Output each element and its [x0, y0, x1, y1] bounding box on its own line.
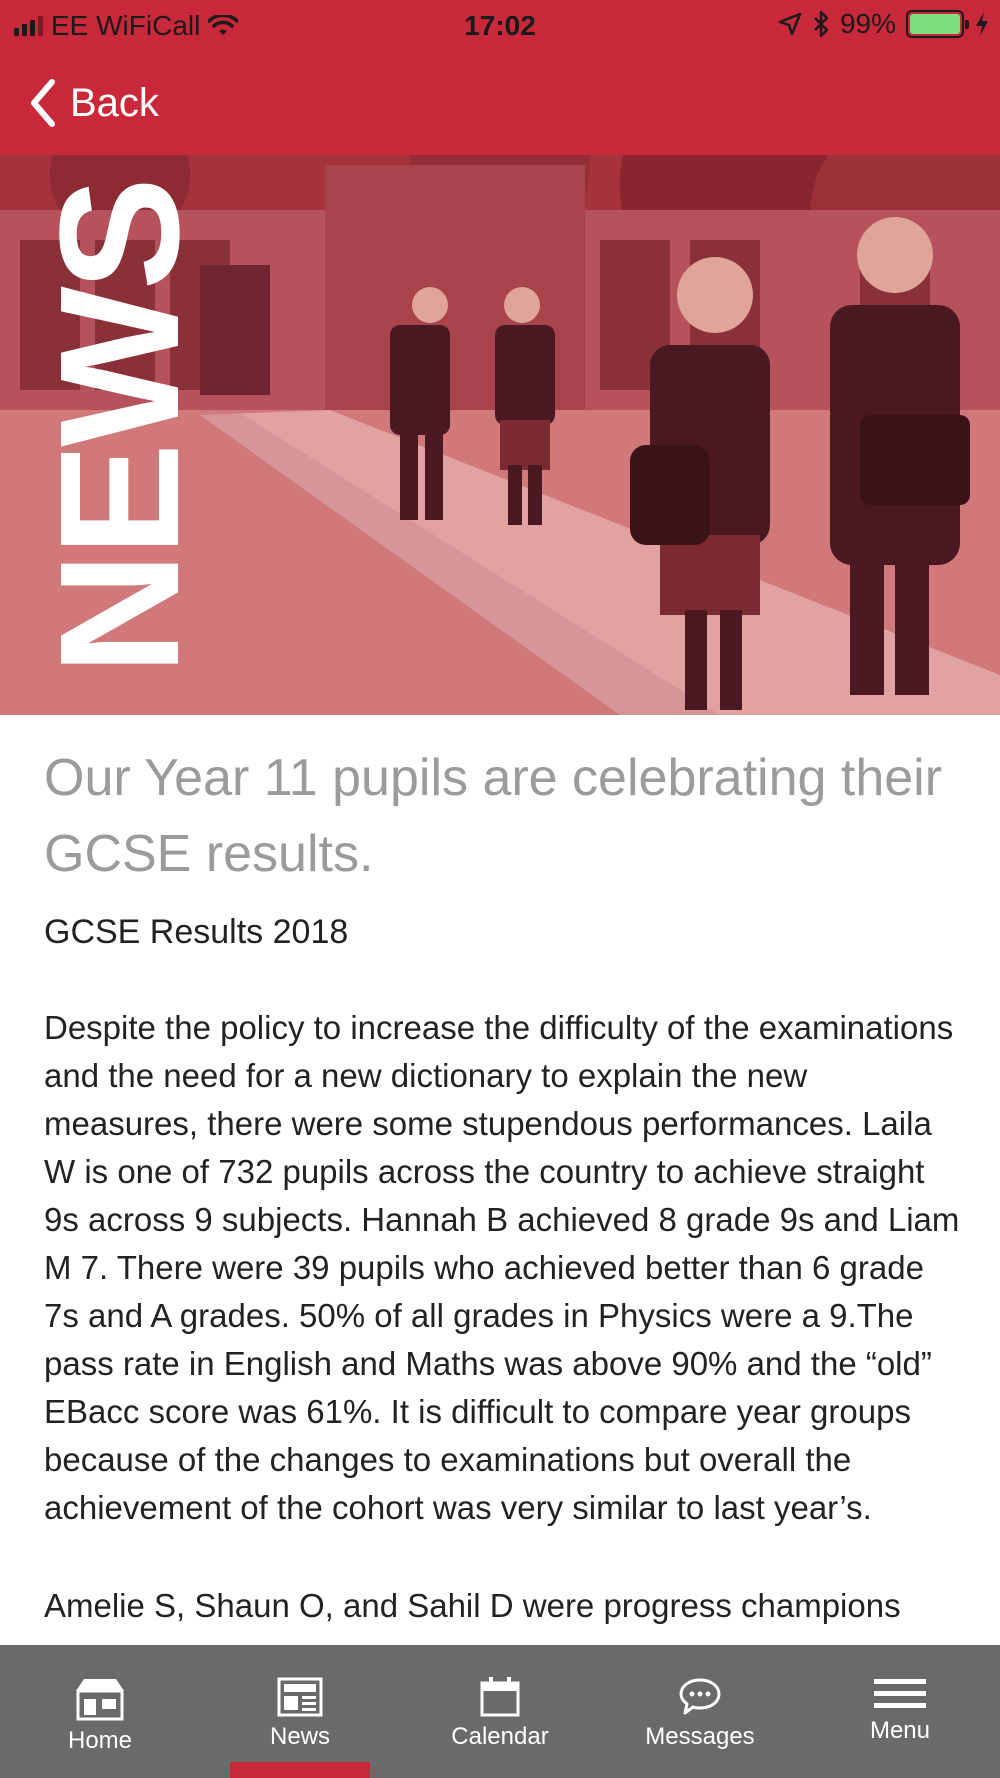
battery-icon [906, 10, 964, 38]
article-subtitle: GCSE Results 2018 [44, 913, 349, 951]
tab-messages[interactable] [600, 1645, 800, 1778]
tab-home[interactable] [0, 1645, 200, 1778]
news-icon [277, 1677, 323, 1717]
bluetooth-icon [812, 10, 830, 38]
tab-label: Home [67, 1727, 133, 1754]
location-icon [778, 12, 802, 36]
battery-fill [910, 14, 960, 34]
article-body: Despite the policy to increase the difficulty of the examinations and the need for a new dictionary to explain the new measures, there were some stupendous performances. Laila W is one of 732 pupils across the country to achieve straight 9s across 9 subjects. Hannah B achieved 8 grade 9s and Liam M 7. There were 39 pupils who achieved better than 6 grade 7s and A grades. 50% of all grades in Physics were a 9.The pass rate in English and Maths was above 90% and the “old” EBacc score was 61%. It is difficult to compare year groups because of the changes to examinations but overall the achievement of the cohort was very similar to last year’s. [44, 1009, 960, 1526]
tab-bar [0, 1645, 1000, 1778]
tab-calendar[interactable] [400, 1645, 600, 1778]
back-button[interactable] [28, 75, 159, 131]
back-label: Back [70, 80, 159, 125]
hero-banner-text: NEWS [25, 181, 215, 675]
home-icon [72, 1677, 128, 1721]
hero-image [0, 155, 1000, 715]
hero-illustration [0, 155, 1000, 715]
active-tab-indicator [230, 1762, 370, 1778]
tab-news[interactable] [200, 1645, 400, 1778]
article [44, 740, 964, 1630]
tab-menu[interactable] [800, 1645, 1000, 1778]
tab-label: Calendar [451, 1723, 549, 1750]
status-right [778, 8, 990, 40]
nav-bar [0, 50, 1000, 155]
menu-icon [874, 1677, 926, 1711]
calendar-icon [480, 1677, 520, 1717]
charging-icon [974, 11, 990, 37]
battery-percent: 99% [839, 8, 896, 39]
article-title: Our Year 11 pupils are celebrating their GCSE results. [44, 749, 943, 883]
chevron-left-icon [28, 78, 58, 128]
messages-icon [678, 1677, 722, 1717]
status-bar [0, 0, 1000, 50]
carrier-name: EE WiFiCall [51, 10, 201, 41]
tab-label: Menu [869, 1717, 931, 1744]
tab-label: Messages [645, 1723, 755, 1750]
status-time: 17:02 [464, 10, 536, 41]
tab-label: News [269, 1723, 330, 1750]
article-body-continued: Amelie S, Shaun O, and Sahil D were progress champions [44, 1587, 901, 1624]
